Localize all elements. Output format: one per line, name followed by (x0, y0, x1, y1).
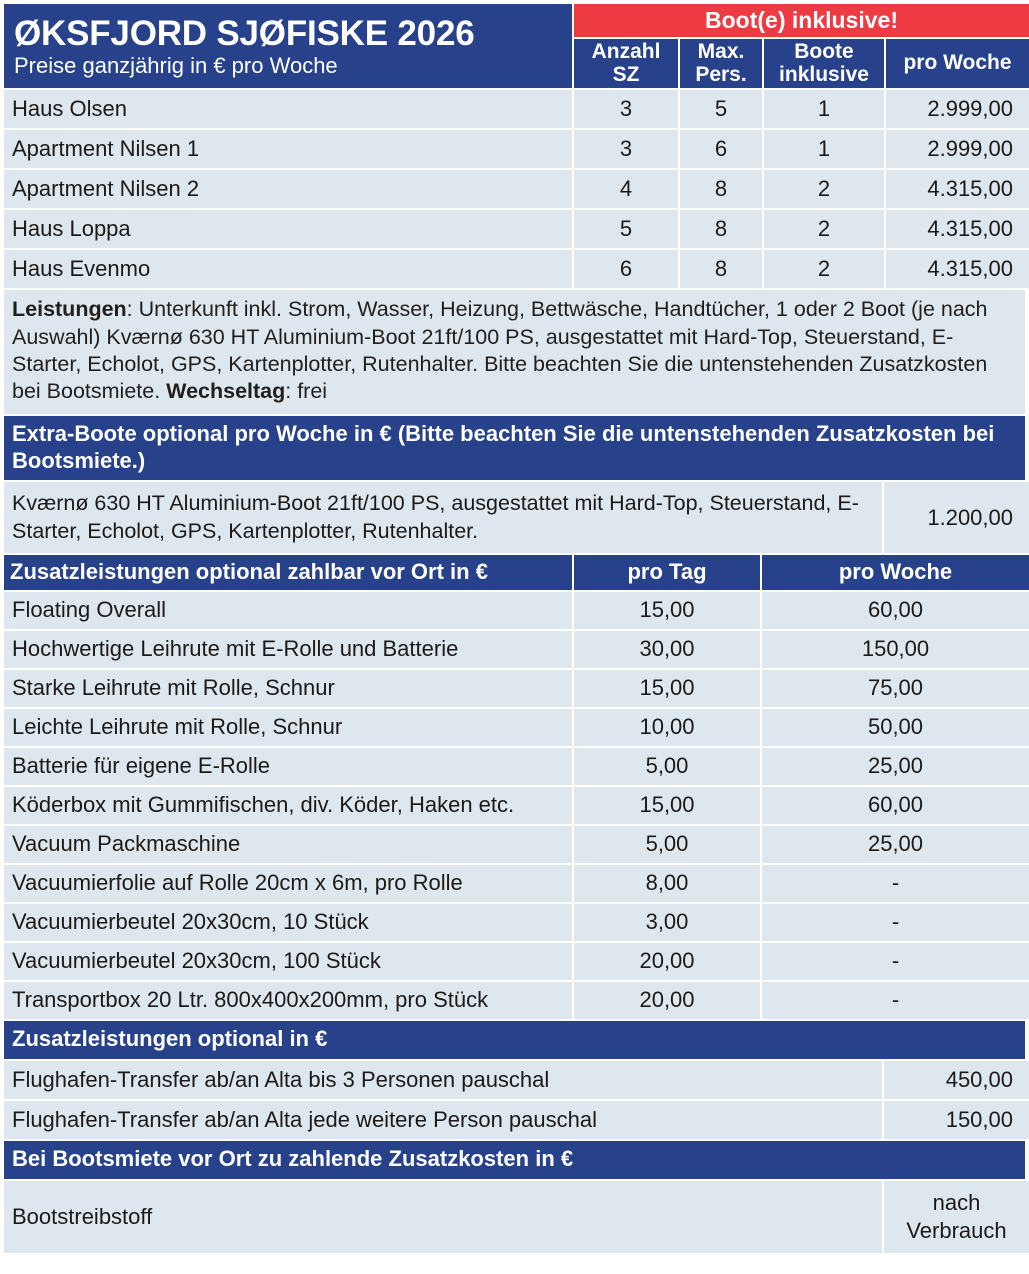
row-pro-woche: 25,00 (762, 748, 1029, 785)
row-price-line2: Verbrauch (906, 1217, 1007, 1243)
accommodation-table-body (0, 90, 1029, 288)
row-pro-tag: 20,00 (574, 982, 760, 1019)
row-boote: 2 (764, 170, 884, 208)
extra-boote-description: Kværnø 630 HT Aluminium-Boot 21ft/100 PS, ausgestattet mit Hard-Top, Steuerstand, E-Starter, Echolot, GPS, Kartenplotter, Rutenhalter. (4, 482, 882, 553)
row-name: Haus Loppa (4, 210, 572, 248)
row-anzahl-sz: 6 (574, 250, 678, 288)
row-name: Transportbox 20 Ltr. 800x400x200mm, pro Stück (4, 982, 572, 1019)
boote-line2: inklusive (779, 62, 869, 86)
row-pro-woche: 25,00 (762, 826, 1029, 863)
row-name: Flughafen-Transfer ab/an Alta jede weitere Person pauschal (4, 1101, 882, 1139)
column-header-pro-woche: pro Woche (762, 555, 1029, 590)
column-header-pro-woche: pro Woche (886, 39, 1029, 88)
table-row (4, 592, 1029, 629)
table-row (4, 210, 1029, 248)
page-subtitle: Preise ganzjährig in € pro Woche (14, 53, 338, 79)
row-pro-woche: 150,00 (762, 631, 1029, 668)
table-row (4, 170, 1029, 208)
row-name: Apartment Nilsen 2 (4, 170, 572, 208)
row-name: Vacuumierfolie auf Rolle 20cm x 6m, pro Rolle (4, 865, 572, 902)
row-max-pers: 6 (680, 130, 762, 168)
row-pro-tag: 15,00 (574, 787, 760, 824)
row-pro-woche: - (762, 982, 1029, 1019)
row-name: Floating Overall (4, 592, 572, 629)
wechseltag-value: : frei (285, 379, 328, 404)
row-price: 450,00 (884, 1061, 1029, 1099)
row-pro-woche: - (762, 865, 1029, 902)
row-name: Vacuum Packmaschine (4, 826, 572, 863)
leistungen-label: Leistungen (12, 297, 127, 322)
zusatz-vor-ort-heading: Zusatzleistungen optional zahlbar vor Ort in € (4, 555, 572, 590)
row-price (884, 1181, 1029, 1253)
zusatz-vor-ort-header-row (4, 555, 1029, 590)
table-row (4, 904, 1029, 941)
column-header-max-pers (680, 39, 762, 88)
row-anzahl-sz: 3 (574, 130, 678, 168)
row-name: Köderbox mit Gummifischen, div. Köder, Haken etc. (4, 787, 572, 824)
column-header-row (574, 39, 1029, 88)
row-max-pers: 8 (680, 250, 762, 288)
table-row (4, 943, 1029, 980)
table-row (4, 631, 1029, 668)
table-row (4, 1181, 1029, 1253)
row-pro-tag: 15,00 (574, 592, 760, 629)
column-header-anzahl-sz (574, 39, 678, 88)
row-pro-woche: 50,00 (762, 709, 1029, 746)
table-row (4, 787, 1029, 824)
row-name: Haus Olsen (4, 90, 572, 128)
extra-boote-row (4, 482, 1029, 553)
leistungen-body: : Unterkunft inkl. Strom, Wasser, Heizung, Bettwäsche, Handtücher, 1 oder 2 Boot (je nach Auswahl) Kværnø 630 HT Aluminium-Boot 21ft/100 PS, ausgestattet mit Hard-Top, Steuerstand, E-Starter, Echolot, GPS, Kartenplotter, Rutenhalter. Bitte beachten Sie die untenstehenden Zusatzkosten bei Bootsmiete. (12, 297, 988, 404)
row-max-pers: 5 (680, 90, 762, 128)
extra-boote-price: 1.200,00 (884, 482, 1029, 553)
wechseltag-label: Wechseltag (166, 379, 286, 404)
row-name: Vacuumierbeutel 20x30cm, 100 Stück (4, 943, 572, 980)
masthead (4, 4, 572, 88)
sheet-header (0, 0, 1029, 88)
table-row (4, 709, 1029, 746)
row-pro-woche: 60,00 (762, 592, 1029, 629)
column-header-pro-tag: pro Tag (574, 555, 760, 590)
row-pro-tag: 15,00 (574, 670, 760, 707)
row-pro-tag: 10,00 (574, 709, 760, 746)
row-pro-woche: 2.999,00 (886, 130, 1029, 168)
boote-line1: Boote (794, 40, 854, 64)
row-pro-woche: 4.315,00 (886, 210, 1029, 248)
row-pro-woche: 75,00 (762, 670, 1029, 707)
table-row (4, 250, 1029, 288)
row-pro-tag: 5,00 (574, 826, 760, 863)
row-anzahl-sz: 5 (574, 210, 678, 248)
row-name: Vacuumierbeutel 20x30cm, 10 Stück (4, 904, 572, 941)
table-row (4, 865, 1029, 902)
row-price-line1: nach (932, 1190, 981, 1216)
row-pro-woche: 4.315,00 (886, 250, 1029, 288)
leistungen-paragraph (4, 290, 1025, 413)
row-name: Batterie für eigene E-Rolle (4, 748, 572, 785)
max-pers-line2: Pers. (695, 62, 747, 86)
row-pro-woche: 4.315,00 (886, 170, 1029, 208)
boat-included-banner: Boot(e) inklusive! (574, 4, 1029, 37)
extra-boote-heading: Extra-Boote optional pro Woche in € (Bitte beachten Sie die untenstehenden Zusatzkosten bei Bootsmiete.) (4, 416, 1025, 481)
row-boote: 1 (764, 90, 884, 128)
row-anzahl-sz: 3 (574, 90, 678, 128)
row-max-pers: 8 (680, 170, 762, 208)
anzahl-sz-line2: SZ (612, 62, 640, 86)
max-pers-line1: Max. (697, 40, 745, 64)
table-row (4, 670, 1029, 707)
row-name: Haus Evenmo (4, 250, 572, 288)
row-pro-woche: 2.999,00 (886, 90, 1029, 128)
table-row (4, 1101, 1029, 1139)
row-pro-tag: 3,00 (574, 904, 760, 941)
zusatz-optional-heading: Zusatzleistungen optional in € (4, 1021, 1025, 1059)
row-boote: 1 (764, 130, 884, 168)
row-boote: 2 (764, 210, 884, 248)
table-row (4, 1061, 1029, 1099)
row-pro-woche: 60,00 (762, 787, 1029, 824)
row-name: Starke Leihrute mit Rolle, Schnur (4, 670, 572, 707)
table-row (4, 130, 1029, 168)
accommodation-column-headers (574, 4, 1029, 88)
row-pro-tag: 5,00 (574, 748, 760, 785)
anzahl-sz-line1: Anzahl (591, 40, 661, 64)
table-row (4, 982, 1029, 1019)
column-header-boote-inklusive (764, 39, 884, 88)
row-pro-woche: - (762, 943, 1029, 980)
table-row (4, 826, 1029, 863)
bootsmiete-heading: Bei Bootsmiete vor Ort zu zahlende Zusatzkosten in € (4, 1141, 1025, 1179)
row-name: Hochwertige Leihrute mit E-Rolle und Batterie (4, 631, 572, 668)
zusatz-vor-ort-body (0, 592, 1029, 1019)
row-pro-tag: 30,00 (574, 631, 760, 668)
row-pro-tag: 8,00 (574, 865, 760, 902)
row-name: Flughafen-Transfer ab/an Alta bis 3 Personen pauschal (4, 1061, 882, 1099)
row-max-pers: 8 (680, 210, 762, 248)
row-price: 150,00 (884, 1101, 1029, 1139)
row-name: Bootstreibstoff (4, 1181, 882, 1253)
row-name: Apartment Nilsen 1 (4, 130, 572, 168)
page-title: ØKSFJORD SJØFISKE 2026 (14, 13, 475, 53)
row-name: Leichte Leihrute mit Rolle, Schnur (4, 709, 572, 746)
row-boote: 2 (764, 250, 884, 288)
table-row (4, 90, 1029, 128)
row-pro-tag: 20,00 (574, 943, 760, 980)
row-anzahl-sz: 4 (574, 170, 678, 208)
table-row (4, 748, 1029, 785)
row-pro-woche: - (762, 904, 1029, 941)
